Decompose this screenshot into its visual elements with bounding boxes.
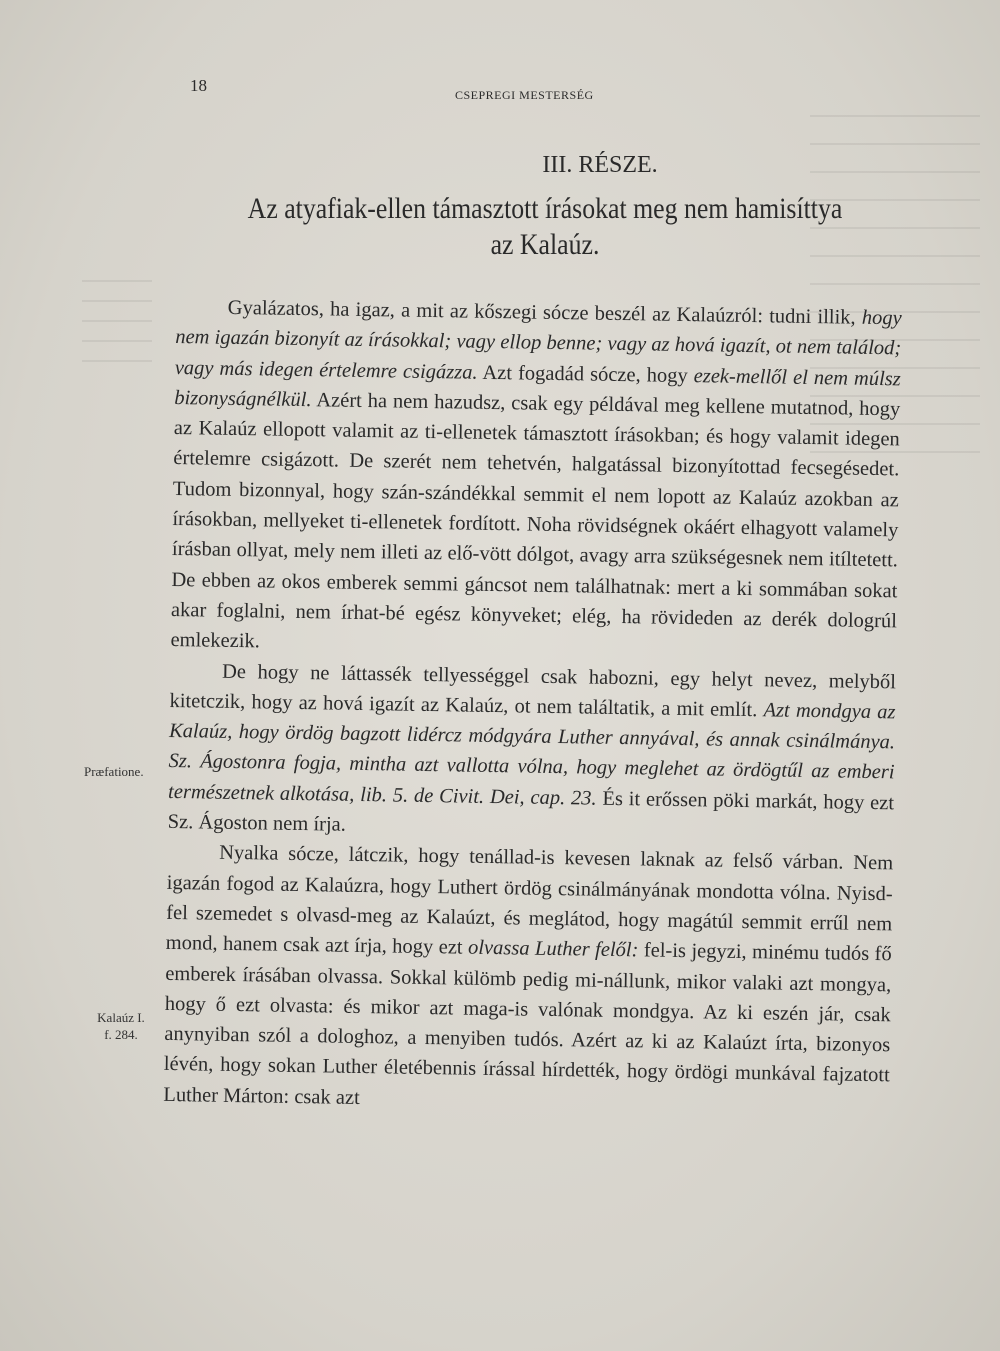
- text-run: Azért ha nem hazudsz, csak egy példával meg kellene mutatnod, hogy az Kalaúz ellopott valamit az ti-ellenetek támasztott írásokban; és hogy valamit idegen értelemre csigázott. De szerét nem tehetvén, halgatással bizonyítottad fecsegésedet. Tudom bizonnyal, hogy szán-szándékkal semmit el nem lopott az Kalaúz azokban az írásokban, mellyeket ti-ellenetek fordított. Noha rövidségnek okáért elhagyott valamely írásban ollyat, mely nem illeti az elő-vött dólgot, avagy arra szükségesnek nem itíltetett. De ebben az okos emberek semmi gáncsot nem találhatnak: mert a ki sommában sokat akar foglalni, nem írhat-bé egész könyveket; elég, ha rövideden az derék dologrúl emlekezik.: [170, 389, 901, 653]
- italic-run: hogy nem igazán bizonyít az írásokkal; vagy ellop benne; vagy az hová igazít, ot nem találod; vagy más idegen értelemre csigázza.: [174, 306, 902, 384]
- page-header: [190, 76, 900, 106]
- italic-run: ezek-mellől el nem múlsz bizonyságnélkül.: [174, 364, 901, 412]
- page-number: 18: [190, 76, 207, 95]
- paragraph-2: [167, 656, 896, 849]
- chapter-heading: [190, 152, 900, 263]
- text-run: fel-is jegyzi, minému tudós fő emberek írásában olvassa. Sokkal külömb pedig mi-nállunk, mikor valaki azt mongya, hogy ő ezt olvasta: és mikor azt maga-is valónak mondgya. Az ki eszén jár, csak anynyiban szól a dologhoz, a menyiben tudós. Azért az ki az Kalaúzt írta, bizonyos lévén, hogy sokan Luther életébennis írással hírdették, hogy ördögi munkával fajzatott Luther Márton: csak azt: [163, 939, 892, 1109]
- text-run: Azt fogadád sócze, hogy: [477, 361, 694, 387]
- running-head: CSEPREGI MESTERSÉG: [455, 88, 594, 102]
- margin-note-kalauz: [86, 1009, 156, 1043]
- chapter-number: III. RÉSZE.: [542, 152, 658, 178]
- margin-note-line: Kalaúz I.: [97, 1010, 145, 1025]
- margin-note-praefatione: Præfatione.: [84, 764, 144, 779]
- italic-run: Azt mondgya az Kalaúz, hogy ördög bagzott lidércz módgyára Luther annyával, és annak csinálmánya. Sz. Ágostonra fogja, mintha azt vallotta vólna, hogy meglehet az ördögtűl az emberi természetnek alkotása, lib. 5. de Civit. Dei, cap. 23.: [167, 699, 896, 810]
- bleed-through-margin: [82, 280, 152, 370]
- margin-note-line: f. 284.: [104, 1027, 138, 1042]
- paragraph-1: [170, 292, 902, 667]
- text-run: És it erőssen pöki markát, hogy ezt Sz. Ágoston nem írja.: [167, 787, 895, 836]
- chapter-title: Az atyafiak-ellen támasztott írásokat meg nem hamisíttya az Kalaúz.: [247, 192, 843, 261]
- italic-run: olvassa Luther felől:: [467, 936, 639, 962]
- text-run: De hogy ne láttassék tellyességgel csak habozni, egy helyt nevez, melyből kitetczik, hogy az hová igazít az Kalaúz, ot nem találtatik, a mit említ.: [169, 660, 897, 722]
- text-run: Gyalázatos, ha igaz, a mit az kőszegi sócze beszél az Kalaúzról: tudni illik,: [227, 296, 862, 329]
- body-text: [163, 292, 902, 1121]
- paragraph-3: [163, 837, 893, 1121]
- text-run: Nyalka sócze, látczik, hogy tenállad-is kevesen laknak az felső várban. Nem igazán fogod az Kalaúzra, hogy Luthert ördög csinálmányának mondotta vólna. Nyisd-fel szemedet s olvasd-meg az Kalaúzt, és meglátod, hogy magátúl semmit errűl nem mond, hanem csak azt írja, hogy ezt: [165, 842, 894, 959]
